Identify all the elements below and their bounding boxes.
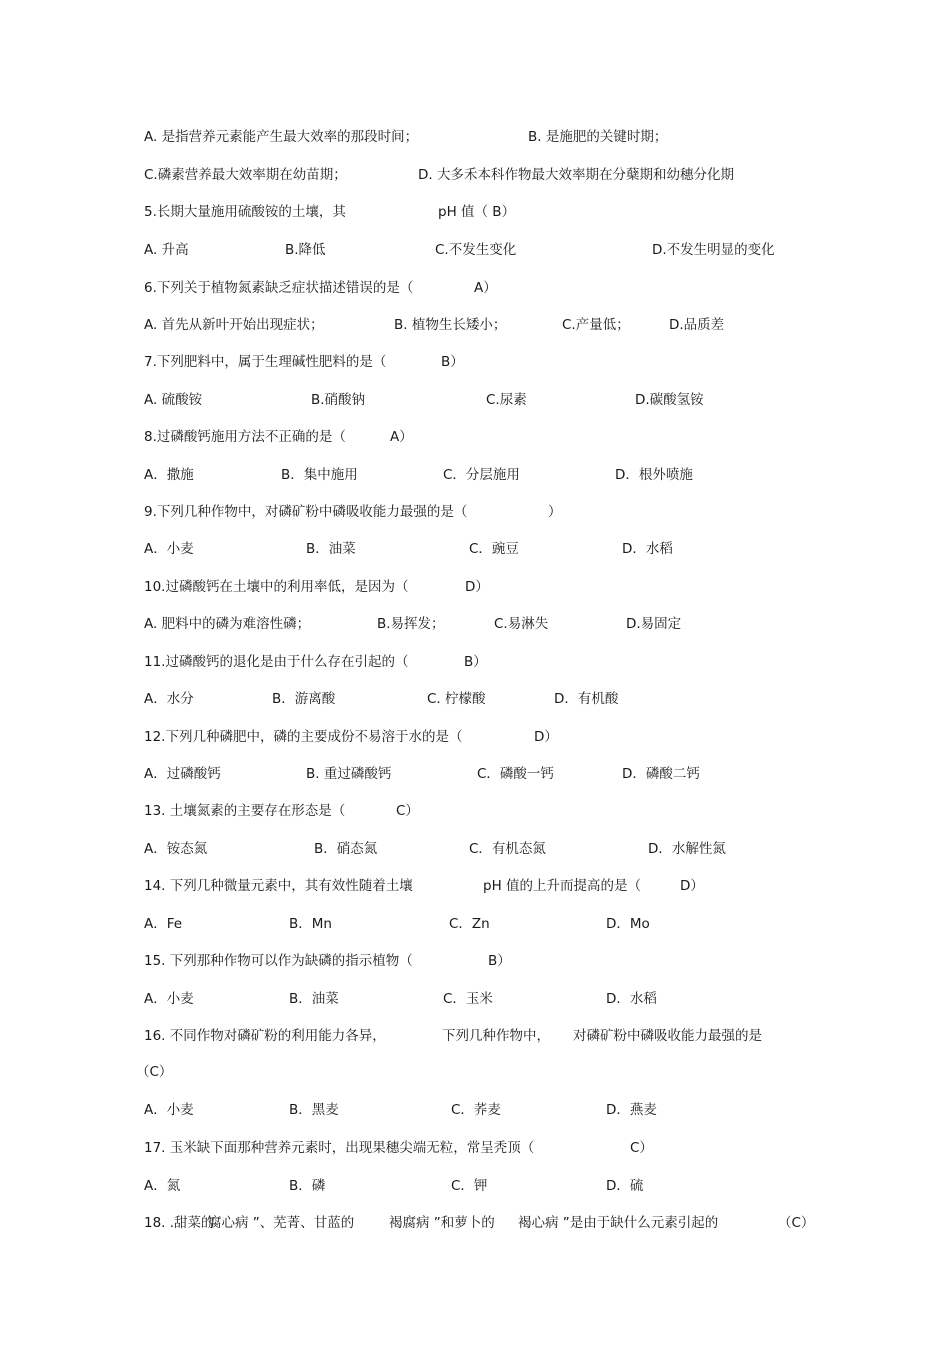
text-segment: B.易挥发；	[377, 616, 445, 632]
text-segment: A．小麦	[144, 1102, 194, 1118]
text-segment: 10.过磷酸钙在土壤中的利用率低，是因为（	[144, 579, 409, 595]
text-segment: A．过磷酸钙	[144, 766, 221, 782]
text-segment: B）	[441, 354, 464, 370]
text-segment: 6.下列关于植物氮素缺乏症状描述错误的是（	[144, 280, 414, 296]
text-segment: 下列几种作物中，	[442, 1028, 550, 1044]
text-segment: 8.过磷酸钙施用方法不正确的是（	[144, 429, 346, 445]
text-segment: 褐心病 ”是由于缺什么元素引起的	[518, 1215, 719, 1231]
text-segment: B．Mn	[289, 916, 332, 932]
text-segment: C. 柠檬酸	[427, 691, 486, 707]
text-segment: C．玉米	[443, 991, 493, 1007]
text-segment: D.不发生明显的变化	[652, 242, 775, 258]
text-segment: 9.下列几种作物中，对磷矿粉中磷吸收能力最强的是（	[144, 504, 468, 520]
text-segment: B.硝酸钠	[311, 392, 366, 408]
text-segment: （C）	[136, 1064, 173, 1080]
text-segment: B）	[488, 953, 511, 969]
text-segment: B．集中施用	[281, 467, 358, 483]
text-segment: C．钾	[451, 1178, 488, 1194]
text-segment: D.易固定	[626, 616, 682, 632]
text-segment: D）	[465, 579, 489, 595]
text-segment: B. 是施肥的关键时期；	[528, 129, 668, 145]
text-segment: A．Fe	[144, 916, 183, 932]
text-segment: 褐腐病 ”和萝卜的	[389, 1215, 495, 1231]
text-segment: B．黑麦	[289, 1102, 339, 1118]
text-segment: D）	[680, 878, 704, 894]
text-segment: B.降低	[285, 242, 326, 258]
text-segment: 11.过磷酸钙的退化是由于什么存在引起的（	[144, 654, 409, 670]
text-segment: 腐心病 ”、芜菁、甘蓝的	[208, 1215, 355, 1231]
text-segment: C.易淋失	[494, 616, 549, 632]
text-segment: D．燕麦	[606, 1102, 657, 1118]
text-segment: A. 肥料中的磷为难溶性磷；	[144, 616, 311, 632]
text-segment: B．游离酸	[272, 691, 336, 707]
text-segment: C.不发生变化	[435, 242, 517, 258]
text-segment: D．根外喷施	[615, 467, 693, 483]
text-segment: B．油菜	[306, 541, 356, 557]
text-segment: D．有机酸	[554, 691, 619, 707]
text-segment: 13. 土壤氮素的主要存在形态是（	[144, 803, 346, 819]
text-segment: C．分层施用	[443, 467, 520, 483]
text-segment: 5.长期大量施用硫酸铵的土壤，其	[144, 204, 346, 220]
text-segment: 18. .甜菜的	[144, 1215, 215, 1231]
text-segment: ）	[548, 504, 562, 520]
text-segment: C.尿素	[486, 392, 527, 408]
text-segment: A. 硫酸铵	[144, 392, 203, 408]
text-segment: A）	[390, 429, 413, 445]
text-segment: A）	[474, 280, 497, 296]
text-segment: C．磷酸一钙	[477, 766, 554, 782]
text-segment: D. 大多禾本科作物最大效率期在分蘖期和幼穗分化期	[418, 167, 734, 183]
text-segment: D．Mo	[606, 916, 650, 932]
text-segment: B．磷	[289, 1178, 326, 1194]
text-segment: D．水稻	[622, 541, 673, 557]
text-segment: B. 重过磷酸钙	[306, 766, 392, 782]
text-segment: B）	[464, 654, 487, 670]
text-segment: A. 升高	[144, 242, 189, 258]
text-segment: 12.下列几种磷肥中，磷的主要成份不易溶于水的是（	[144, 729, 463, 745]
text-segment: A. 首先从新叶开始出现症状；	[144, 317, 324, 333]
text-segment: A. 是指营养元素能产生最大效率的那段时间；	[144, 129, 419, 145]
text-segment: D）	[534, 729, 558, 745]
text-segment: A．氮	[144, 1178, 181, 1194]
text-segment: B．硝态氮	[314, 841, 378, 857]
text-segment: A．撒施	[144, 467, 194, 483]
text-segment: 对磷矿粉中磷吸收能力最强的是	[573, 1028, 762, 1044]
text-segment: pH 值（ B）	[438, 204, 516, 220]
text-segment: C．荞麦	[451, 1102, 501, 1118]
text-segment: D.品质差	[669, 317, 725, 333]
text-segment: C．Zn	[449, 916, 490, 932]
text-segment: 14. 下列几种微量元素中，其有效性随着土壤	[144, 878, 413, 894]
text-segment: A．铵态氮	[144, 841, 208, 857]
text-segment: C）	[630, 1140, 653, 1156]
text-segment: A．小麦	[144, 991, 194, 1007]
text-segment: A．小麦	[144, 541, 194, 557]
text-segment: B. 植物生长矮小；	[394, 317, 507, 333]
text-segment: 15. 下列那种作物可以作为缺磷的指示植物（	[144, 953, 413, 969]
text-segment: C．有机态氮	[469, 841, 546, 857]
text-segment: 17. 玉米缺下面那种营养元素时，出现果穗尖端无粒，常呈秃顶（	[144, 1140, 535, 1156]
text-segment: （C）	[778, 1215, 815, 1231]
text-segment: C）	[396, 803, 419, 819]
text-segment: D.碳酸氢铵	[635, 392, 704, 408]
text-segment: D．硫	[606, 1178, 644, 1194]
text-segment: C.磷素营养最大效率期在幼苗期；	[144, 167, 347, 183]
text-segment: B．油菜	[289, 991, 339, 1007]
text-segment: D．水解性氮	[648, 841, 726, 857]
text-segment: C.产量低；	[562, 317, 630, 333]
text-segment: 7.下列肥料中，属于生理碱性肥料的是（	[144, 354, 387, 370]
text-segment: C．豌豆	[469, 541, 519, 557]
text-segment: pH 值的上升而提高的是（	[483, 878, 642, 894]
text-segment: A．水分	[144, 691, 194, 707]
text-segment: 16. 不同作物对磷矿粉的利用能力各异，	[144, 1028, 386, 1044]
text-segment: D．磷酸二钙	[622, 766, 700, 782]
text-segment: D．水稻	[606, 991, 657, 1007]
